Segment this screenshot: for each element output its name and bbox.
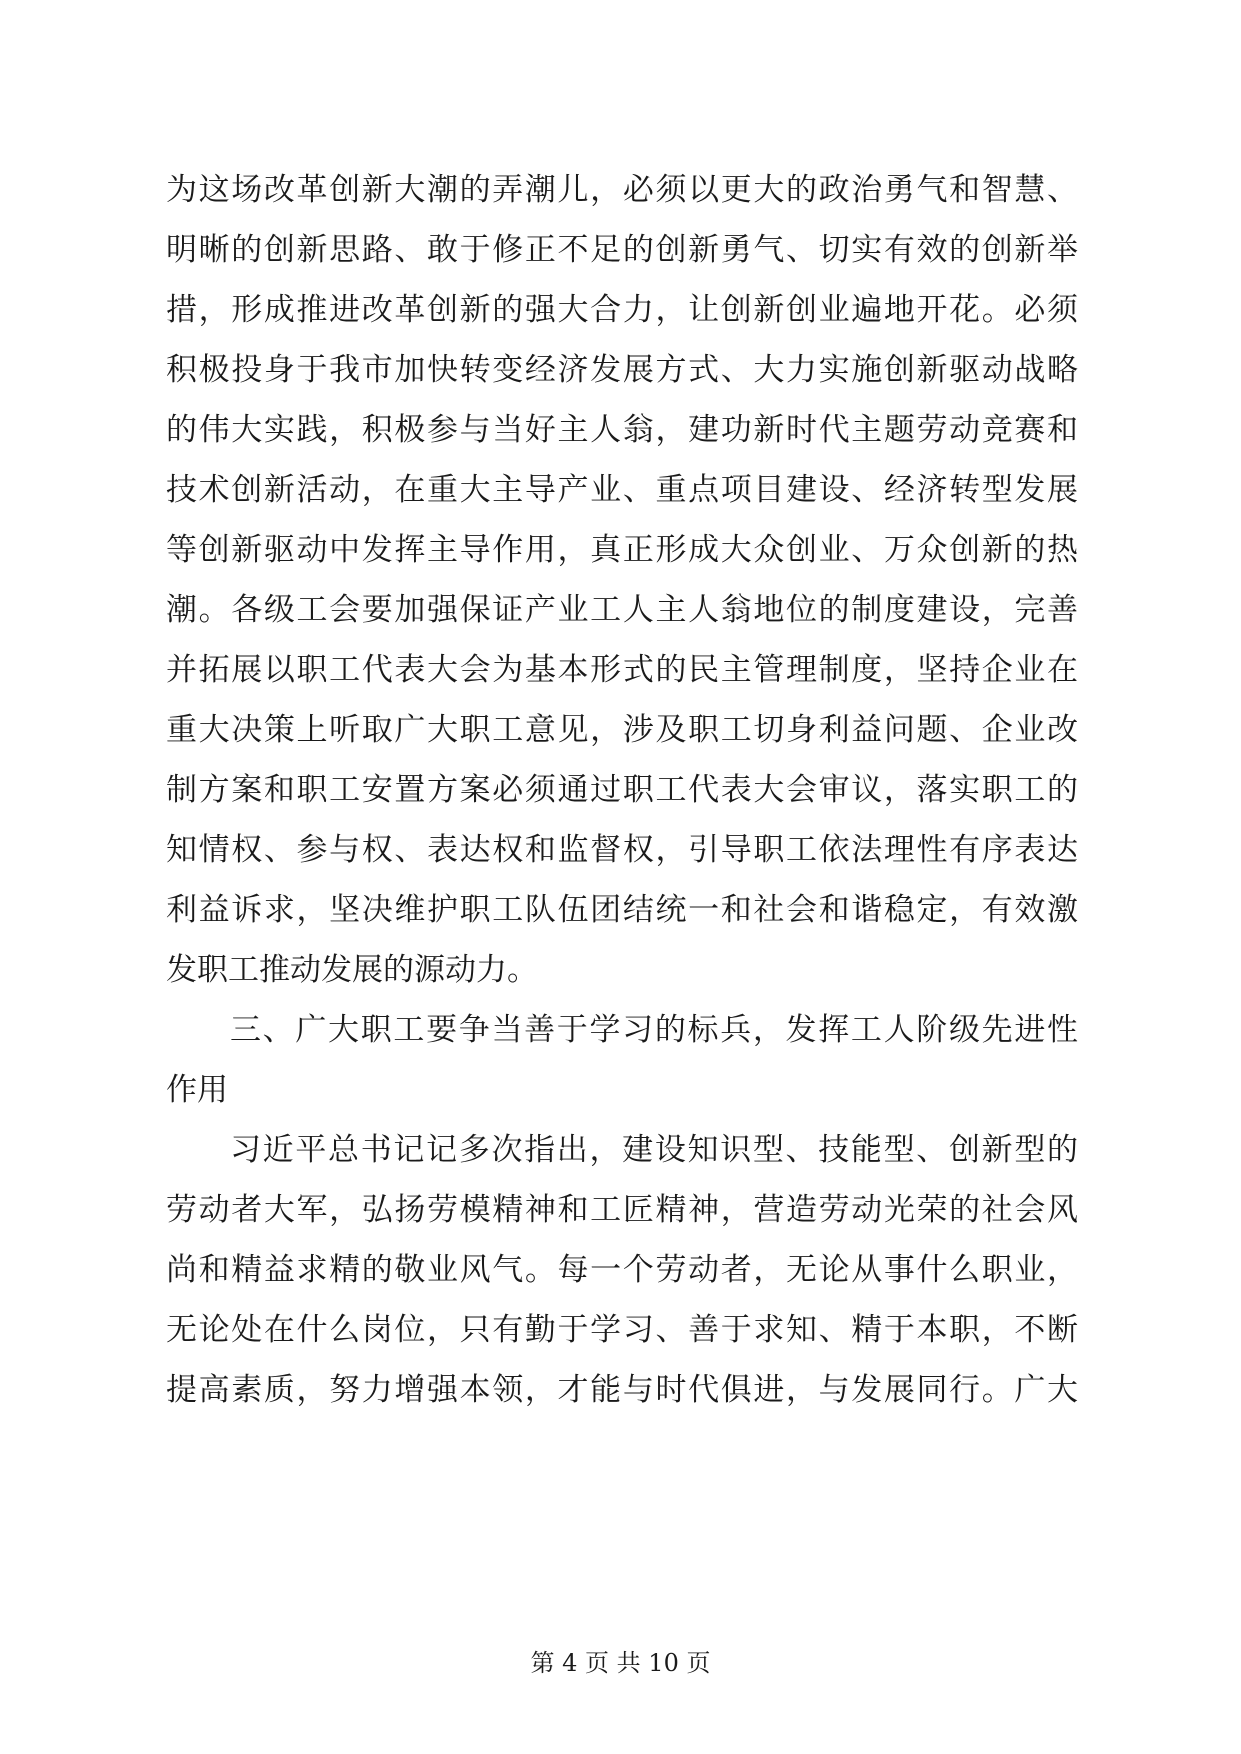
body-text-line: 利益诉求，坚决维护职工队伍团结统一和社会和谐稳定，有效激 [166, 892, 1078, 928]
body-text-line: 措，形成推进改革创新的强大合力，让创新创业遍地开花。必须 [166, 292, 1078, 328]
body-text-line: 潮。各级工会要加强保证产业工人主人翁地位的制度建设，完善 [166, 592, 1078, 628]
body-text-line: 重大决策上听取广大职工意见，涉及职工切身利益问题、企业改 [166, 712, 1078, 748]
body-text-line: 的伟大实践，积极参与当好主人翁，建功新时代主题劳动竞赛和 [166, 412, 1078, 448]
body-text-line: 尚和精益求精的敬业风气。每一个劳动者，无论从事什么职业， [166, 1252, 1078, 1288]
body-text-line: 提高素质，努力增强本领，才能与时代俱进，与发展同行。广大 [166, 1372, 1078, 1408]
page-number-footer: 第 4 页 共 10 页 [530, 1649, 711, 1677]
body-text-line: 明晰的创新思路、敢于修正不足的创新勇气、切实有效的创新举 [166, 232, 1078, 268]
body-text-line: 积极投身于我市加快转变经济发展方式、大力实施创新驱动战略 [166, 352, 1078, 388]
body-text-line: 等创新驱动中发挥主导作用，真正形成大众创业、万众创新的热 [166, 532, 1078, 568]
body-text-line: 制方案和职工安置方案必须通过职工代表大会审议，落实职工的 [166, 772, 1078, 808]
body-text-line: 技术创新活动，在重大主导产业、重点项目建设、经济转型发展 [166, 472, 1078, 508]
body-text-line: 并拓展以职工代表大会为基本形式的民主管理制度，坚持企业在 [166, 652, 1078, 688]
section-heading-line: 三、广大职工要争当善于学习的标兵，发挥工人阶级先进性 [230, 1012, 1078, 1048]
body-text-line: 发职工推动发展的源动力。 [166, 952, 538, 988]
body-text-line: 知情权、参与权、表达权和监督权，引导职工依法理性有序表达 [166, 832, 1078, 868]
body-text-line: 习近平总书记记多次指出，建设知识型、技能型、创新型的 [230, 1132, 1078, 1168]
body-text-line: 劳动者大军，弘扬劳模精神和工匠精神，营造劳动光荣的社会风 [166, 1192, 1078, 1228]
body-text-line: 无论处在什么岗位，只有勤于学习、善于求知、精于本职，不断 [166, 1312, 1078, 1348]
section-heading-line: 作用 [166, 1072, 228, 1108]
body-text-line: 为这场改革创新大潮的弄潮儿，必须以更大的政治勇气和智慧、 [166, 172, 1078, 208]
